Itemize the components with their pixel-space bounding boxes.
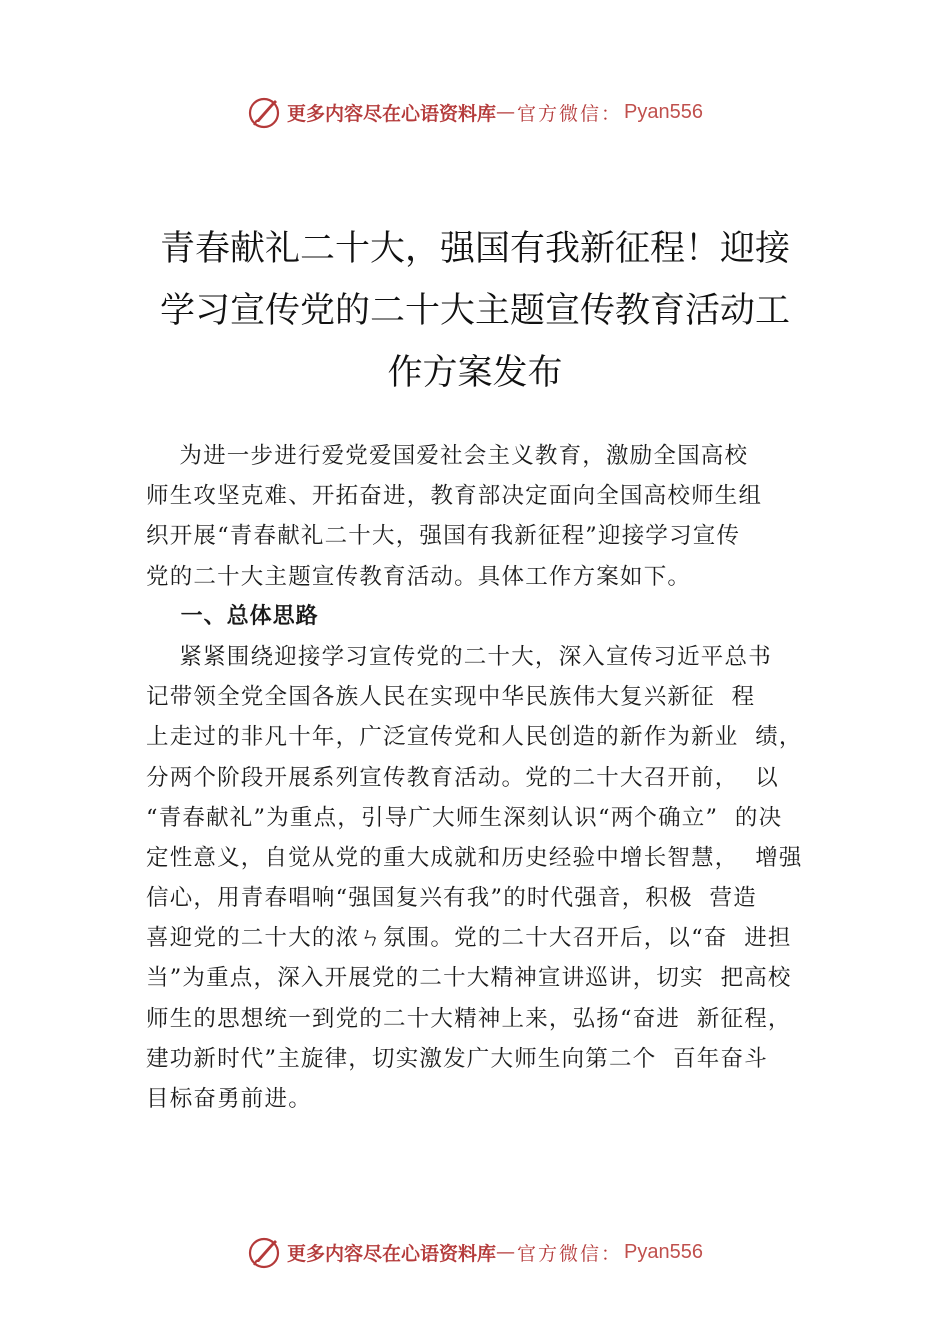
document-title [150,218,800,404]
body-line: 上走过的非凡十年，广泛宣传党和人民创造的新作为新业 绩， [146,724,803,751]
body-line: 师生的思想统一到党的二十大精神上来，弘扬“奋进 新征程， [146,1005,792,1032]
banner-wechat-id: Pyan556 [624,1240,703,1263]
banner-wechat-label: 官方微信： [517,1242,623,1265]
banner-wechat-id: Pyan556 [624,100,703,123]
body-line: “青春献礼”为重点，引导广大师生深刻认识“两个确立” 的决 [146,804,783,831]
title-line: 作方案发布 [387,353,563,393]
body-line: 目标奋勇前进。 [146,1086,312,1112]
quill-pen-icon [247,94,283,130]
body-line: 记带领全党全国各族人民在实现中华民族伟大复兴新征 程 [146,684,756,711]
section-heading: 一、总体思路 [146,603,319,629]
header-banner [0,92,950,132]
banner-separator: — [496,1241,518,1263]
body-line: 当”为重点，深入开展党的二十大精神宣讲巡讲，切实 把高校 [146,965,792,992]
body-line: 织开展“青春献礼二十大，强国有我新征程”迎接学习宣传 [146,523,741,550]
body-line: 党的二十大主题宣传教育活动。具体工作方案如下。 [146,563,692,590]
title-line: 青春献礼二十大，强国有我新征程！迎接 [159,229,790,269]
quill-pen-icon [247,1234,283,1270]
body-line: 建功新时代”主旋律，切实激发广大师生向第二个 百年奋斗 [146,1045,768,1072]
banner-wechat-label: 官方微信： [517,102,623,125]
body-line: 定性意义，自觉从党的重大成就和历史经验中增长智慧， 增强 [146,844,803,871]
body-line: 为进一步进行爱党爱国爱社会主义教育，激励全国高校 [146,443,749,469]
document-body [146,436,836,1119]
title-line: 学习宣传党的二十大主题宣传教育活动工 [159,291,790,331]
body-line: 信心，用青春唱响“强国复兴有我”的时代强音，积极 营造 [146,885,757,912]
body-line: 紧紧围绕迎接学习宣传党的二十大，深入宣传习近平总书 [146,643,772,670]
body-line: 分两个阶段开展系列宣传教育活动。党的二十大召开前， 以 [146,764,779,791]
footer-banner [0,1232,950,1272]
banner-brand-text: 更多内容尽在心语资料库 [287,1242,497,1265]
banner-separator: — [496,101,518,123]
body-line: 师生攻坚克难、开拓奋进，教育部决定面向全国高校师生组 [146,483,763,510]
body-line: 喜迎党的二十大的浓ㄣ氛围。党的二十大召开后，以“奋 进担 [146,925,792,952]
banner-brand-text: 更多内容尽在心语资料库 [287,102,497,125]
